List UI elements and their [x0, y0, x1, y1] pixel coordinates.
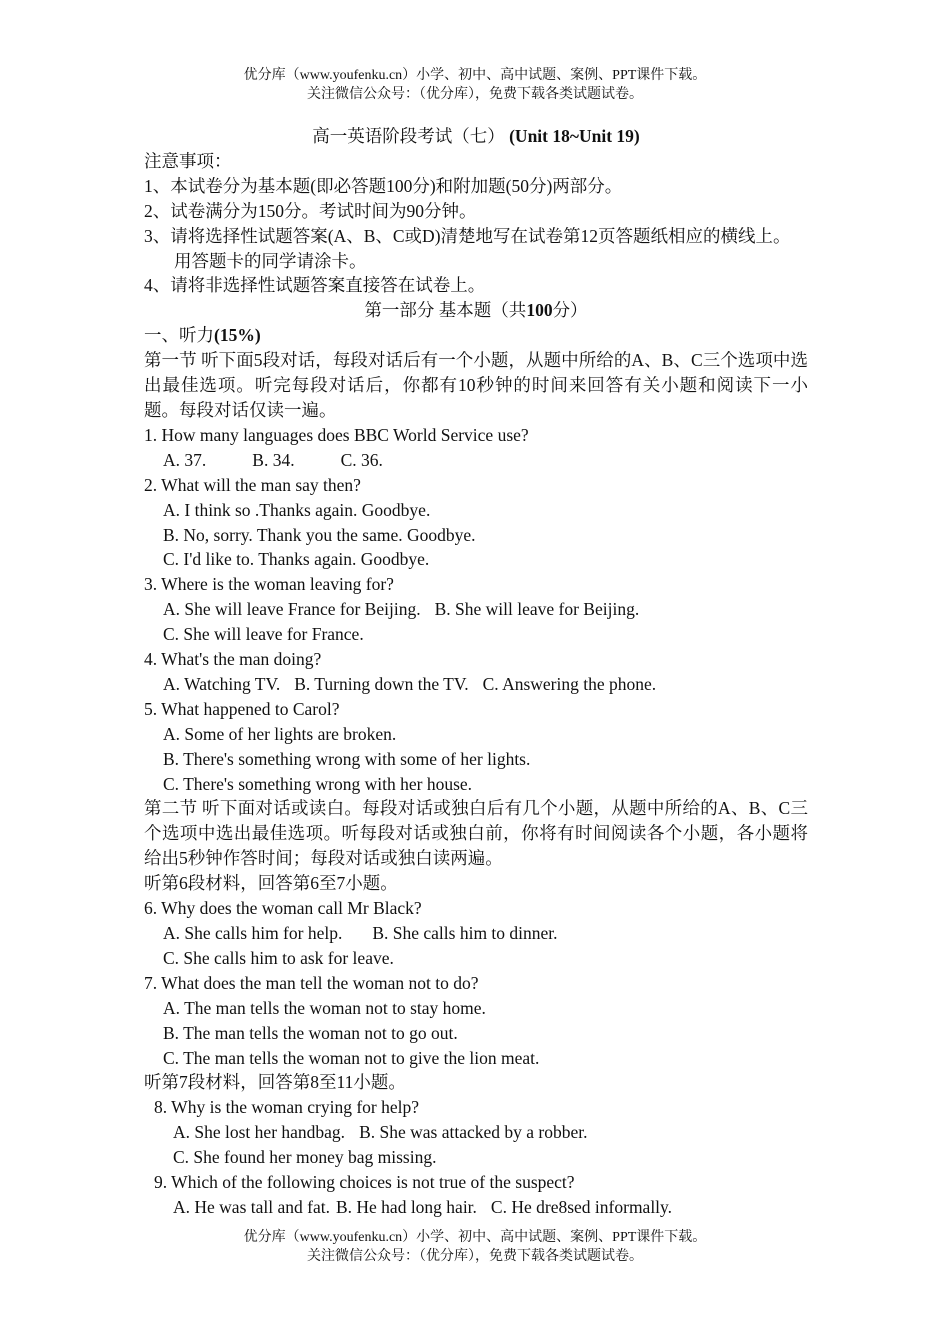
note-1: 1、本试卷分为基本题(即必答题100分)和附加题(50分)两部分。	[144, 175, 623, 196]
question-6-options-ab	[144, 921, 808, 946]
note-3: 3、请将选择性试题答案(A、B、C或D)清楚地写在试卷第12页答题纸相应的横线上。用答题卡的同学请涂卡。	[144, 225, 791, 271]
footer-line-1: 优分库（www.youfenku.cn）小学、初中、高中试题、案例、PPT课件下载。	[243, 1230, 707, 1245]
header-line-1: 优分库（www.youfenku.cn）小学、初中、高中试题、案例、PPT课件下载。	[243, 68, 707, 83]
q9-option-b: B. He had long hair.	[335, 1196, 477, 1217]
q8-option-a: A. She lost her handbag.	[173, 1122, 346, 1143]
q8-option-b: B. She was attacked by a robber.	[359, 1122, 588, 1143]
question-1-options	[144, 448, 808, 473]
page-footer	[0, 1228, 950, 1266]
exam-title	[144, 124, 808, 149]
q3-option-a: A. She will leave France for Beijing.	[163, 599, 421, 620]
material-7-note: 听第7段材料，回答第8至11小题。	[144, 1072, 406, 1093]
part1-pre: 第一部分 基本题（共	[364, 300, 527, 321]
q6-option-a: A. She calls him for help.	[163, 923, 343, 943]
note-2: 2、试卷满分为150分。考试时间为90分钟。	[144, 200, 477, 221]
section1-instructions: 第一节 听下面5段对话，每段对话后有一个小题，从题中所给的A、B、C三个选项中选出最佳选项。听完每段对话后，你都有10秒钟的时间来回答有关小题和阅读下一小题。每段对话仅读一遍。	[144, 350, 808, 420]
q9-option-c: C. He dre8sed informally.	[490, 1196, 673, 1217]
exam-title-units: (Unit 18~Unit 19)	[509, 126, 640, 146]
q7-option-b: B. The man tells the woman not to go out.	[163, 1022, 458, 1043]
listening-heading	[144, 323, 808, 348]
note-4: 4、请将非选择性试题答案直接答在试卷上。	[144, 275, 486, 296]
header-line-2: 关注微信公众号：（优分库），免费下载各类试题试卷。	[307, 87, 643, 102]
q1-option-c: C. 36.	[340, 449, 383, 470]
q5-option-a: A. Some of her lights are broken.	[163, 723, 397, 744]
exam-title-cn: 高一英语阶段考试（七）	[312, 126, 505, 146]
part1-score: 100	[526, 300, 553, 321]
question-8-stem: 8. Why is the woman crying for help?	[154, 1097, 420, 1118]
question-9-options	[144, 1195, 808, 1220]
q7-option-c: C. The man tells the woman not to give the lion meat.	[163, 1047, 540, 1068]
q6-option-b: B. She calls him to dinner.	[372, 923, 558, 943]
question-1-stem: 1. How many languages does BBC World Service use?	[144, 424, 529, 445]
q8-option-c: C. She found her money bag missing.	[173, 1147, 437, 1168]
exam-content	[144, 124, 808, 1220]
question-2-stem: 2. What will the man say then?	[144, 474, 361, 495]
question-4-stem: 4. What's the man doing?	[144, 649, 322, 670]
listening-score: (15%)	[214, 325, 261, 346]
material-6-note: 听第6段材料，回答第6至7小题。	[144, 873, 398, 894]
q4-option-c: C. Answering the phone.	[482, 673, 657, 694]
part1-heading	[144, 298, 808, 323]
question-3-stem: 3. Where is the woman leaving for?	[144, 574, 394, 595]
question-4-options	[144, 672, 808, 697]
q3-option-b: B. She will leave for Beijing.	[434, 599, 640, 620]
q2-option-c: C. I'd like to. Thanks again. Goodbye.	[163, 549, 430, 570]
q6-option-c: C. She calls him to ask for leave.	[163, 947, 394, 968]
page-header	[0, 66, 950, 104]
q9-option-a: A. He was tall and fat.	[173, 1196, 330, 1217]
question-9-stem: 9. Which of the following choices is not true of the suspect?	[154, 1172, 575, 1193]
q7-option-a: A. The man tells the woman not to stay home.	[163, 997, 486, 1018]
footer-line-2: 关注微信公众号：（优分库），免费下载各类试题试卷。	[307, 1249, 643, 1264]
q5-option-c: C. There's something wrong with her house.	[163, 773, 473, 794]
question-5-stem: 5. What happened to Carol?	[144, 698, 340, 719]
question-8-options-ab	[144, 1120, 808, 1145]
q5-option-b: B. There's something wrong with some of her lights.	[163, 748, 531, 769]
q1-option-a: A. 37.	[163, 449, 207, 470]
question-3-options-ab	[144, 597, 808, 622]
question-7-stem: 7. What does the man tell the woman not to do?	[144, 972, 479, 993]
q2-option-b: B. No, sorry. Thank you the same. Goodbye.	[163, 524, 476, 545]
part1-post: 分）	[552, 300, 588, 321]
section2-instructions: 第二节 听下面对话或读白。每段对话或独白后有几个小题，从题中所给的A、B、C三个选项中选出最佳选项。听每段对话或独白前，你将有时间阅读各个小题，各小题将给出5秒钟作答时间；每段对话或独白读两遍。	[144, 798, 808, 869]
q2-option-a: A. I think so .Thanks again. Goodbye.	[163, 499, 431, 520]
listening-label: 一、听力	[144, 325, 214, 346]
notes-heading: 注意事项：	[144, 150, 232, 171]
q1-option-b: B. 34.	[252, 449, 295, 470]
q4-option-a: A. Watching TV.	[163, 673, 281, 694]
question-6-stem: 6. Why does the woman call Mr Black?	[144, 898, 422, 919]
q4-option-b: B. Turning down the TV.	[294, 673, 469, 694]
q3-option-c: C. She will leave for France.	[163, 624, 364, 645]
